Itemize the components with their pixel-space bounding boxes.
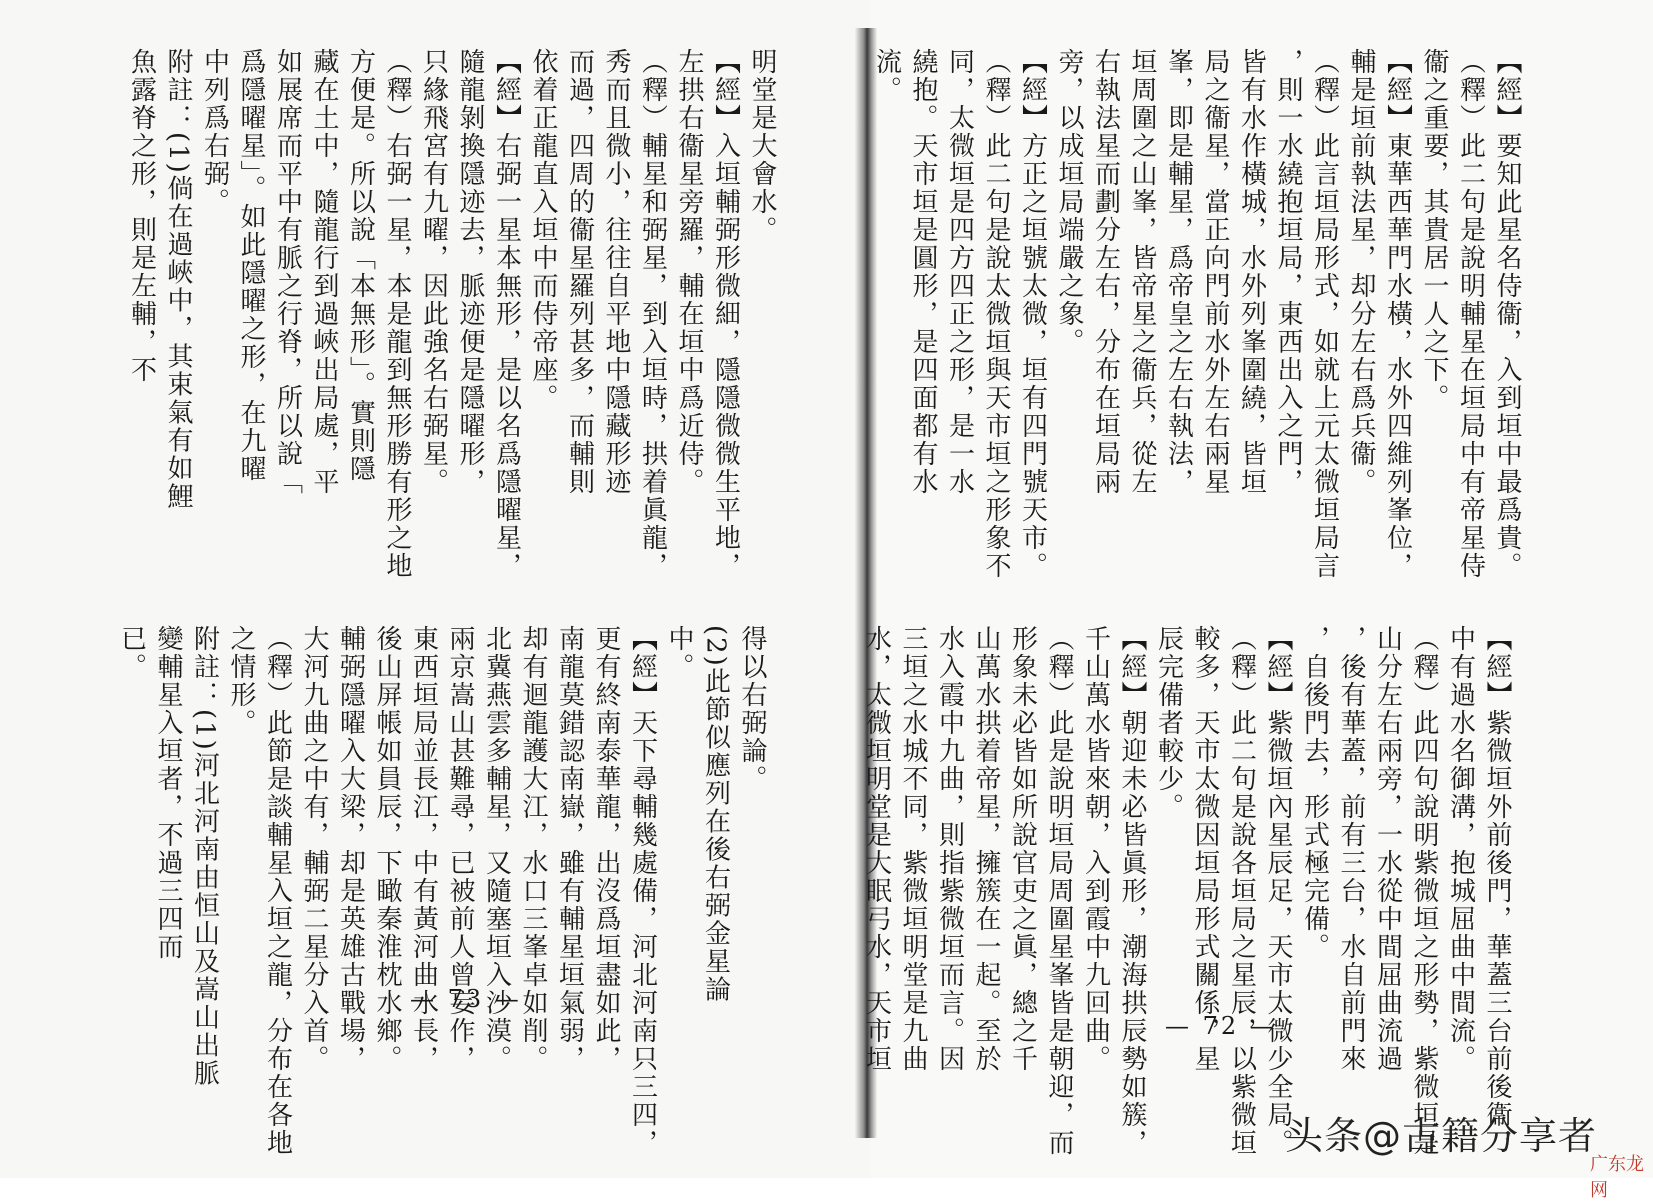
right-upper-column: 皆有水作橫城，水外列峯圍繞，皆垣 xyxy=(1236,48,1267,496)
left-upper-column: 依着正龍直入垣中而侍帝座。 xyxy=(528,48,558,412)
left-upper-column: 方便是。所以說「本無形」。實則隱 xyxy=(345,48,376,483)
left-lower-column: (2)此節似應列在後右弼金星論 xyxy=(700,625,731,1004)
right-lower-column: （釋）此二句是說各垣局之星辰，以紫微垣 xyxy=(1226,625,1257,1157)
left-lower-column: 附註：(1)河北河南由恒山及嵩山出脈 xyxy=(189,625,220,1088)
right-lower-column: 【經】紫微垣內星辰足，天市太微少全局。 xyxy=(1263,625,1293,1157)
left-lower-column: 已。 xyxy=(116,625,147,681)
right-lower-column: 水入霞中九曲，則指紫微垣而言。因 xyxy=(934,625,965,1073)
page-number-right: — 72 — xyxy=(1165,1012,1277,1040)
right-lower-column: 山分左右兩旁，一水從中間屈曲流過 xyxy=(1372,625,1403,1073)
left-lower-column: 【經】天下尋輔幾處備，河北河南只三四， xyxy=(627,625,658,1157)
left-upper-column: 魚露脊之形，則是左輔，不 xyxy=(126,48,157,384)
left-lower-column: 更有終南泰華龍，出沒爲垣盡如此， xyxy=(591,625,621,1073)
right-lower-column: 形象未必皆如所說官吏之眞，總之千 xyxy=(1007,625,1038,1073)
right-upper-column: （釋）此二句是說太微垣與天市垣之形象不 xyxy=(981,48,1011,580)
right-lower-column: 辰完備者較少。 xyxy=(1153,625,1184,821)
left-upper-column: 中列爲右弼。 xyxy=(199,48,230,216)
right-upper-column: 局之衞星，當正向門前水外左右兩星 xyxy=(1200,48,1230,496)
right-upper-column: 【經】方正之垣號太微，垣有四門號天市。 xyxy=(1017,48,1048,580)
left-upper-column: 藏在土中，隨龍行到過峽出局處，平 xyxy=(309,48,339,496)
right-lower-column: 水，太微垣明堂是大眠弓水，天市垣 xyxy=(861,625,892,1073)
left-lower-column: 變輔星入垣者，不過三四而 xyxy=(153,625,183,961)
right-upper-column: ，則一水繞抱垣局，東西出入之門， xyxy=(1273,48,1303,496)
right-lower-column: 千山萬水皆來朝，入到霞中九回曲。 xyxy=(1080,625,1111,1073)
right-lower-column: （釋）此四句說明紫微垣之形勢，紫微垣是 xyxy=(1409,625,1439,1157)
left-lower-column: 後山屏帳如員辰，下瞰秦淮枕水鄉。 xyxy=(372,625,402,1073)
left-lower-column: 大河九曲之中有，輔弼二星分入首。 xyxy=(299,625,329,1073)
page-number-left: — 73 — xyxy=(410,985,522,1013)
right-lower-column: （釋）此是說明垣局周圍星峯皆是朝迎，而 xyxy=(1044,625,1074,1157)
left-upper-column: 明堂是大會水。 xyxy=(747,48,777,244)
right-upper-column: （釋）此二句是說明輔星在垣局中有帝星侍 xyxy=(1455,48,1486,580)
watermark-text: 头条@古籍分享者 xyxy=(1285,1114,1598,1158)
left-upper-column: 而過，四周的衞星羅列甚多，而輔則 xyxy=(564,48,595,496)
left-lower-column: （釋）此節是談輔星入垣之龍，分布在各地 xyxy=(262,625,293,1157)
right-lower-column: ，自後門去，形式極完備。 xyxy=(1299,625,1330,961)
right-lower-column: 三垣之水城不同，紫微垣明堂是九曲 xyxy=(898,625,928,1073)
left-lower-column: 東西垣局並長江，中有黃河曲水長， xyxy=(408,625,439,1073)
corner-watermark: 广东龙网 xyxy=(1590,1154,1644,1201)
right-upper-column: 峯，即是輔星，爲帝皇之左右執法， xyxy=(1163,48,1194,496)
left-upper-column: 【經】右弼一星本無形，是以名爲隱曜星， xyxy=(491,48,522,580)
left-upper-column: （釋）輔星和弼星，到入垣時，拱着眞龍， xyxy=(637,48,668,580)
right-upper-column: 流。 xyxy=(871,48,902,104)
left-lower-column: 南龍莫錯認南嶽，雖有輔星垣氣弱， xyxy=(554,625,585,1073)
right-upper-column: 衞之重要，其貴居一人之下。 xyxy=(1419,48,1449,412)
right-lower-column: ，後有華蓋，前有三台，水自前門來 xyxy=(1336,625,1366,1073)
right-upper-column: 繞抱。天市垣是圓形，是四面都有水 xyxy=(908,48,938,496)
right-upper-column: 垣周圍之山峯，皆帝星之衞兵，從左 xyxy=(1127,48,1157,496)
right-upper-column: 【經】要知此星名侍衞，入到垣中最爲貴。 xyxy=(1492,48,1522,580)
left-upper-column: 只緣飛宮有九曜，因此強名右弼星。 xyxy=(418,48,449,496)
left-upper-column: 左拱右衞星旁羅，輔在垣中爲近侍。 xyxy=(674,48,704,496)
left-lower-column: 得以右弼論。 xyxy=(737,625,767,793)
right-upper-column: （釋）此言垣局形式，如就上元太微垣局言 xyxy=(1309,48,1340,580)
right-lower-column: 【經】紫微垣外前後門，華蓋三台前後衞， xyxy=(1482,625,1512,1157)
left-lower-column: 輔弼隱曜入大梁，却是英雄古戰場， xyxy=(335,625,366,1073)
left-upper-column: 爲隱曜星」。如此隱曜之形，在九曜 xyxy=(236,48,266,483)
left-upper-column: 秀而且微小，往往自平地中隱藏形迹 xyxy=(601,48,631,496)
left-upper-column: 附註：(1)倘在過峽中，其束氣有如鯉 xyxy=(163,48,193,511)
left-lower-column: 北冀燕雲多輔星，又隨塞垣入沙漠。 xyxy=(481,625,512,1073)
left-upper-column: （釋）右弼一星，本是龍到無形勝有形之地 xyxy=(382,48,412,580)
right-lower-column: 中有過水名御溝，抱城屈曲中間流。 xyxy=(1445,625,1476,1073)
left-lower-column: 之情形。 xyxy=(226,625,256,737)
right-upper-column: 旁，以成垣局端嚴之象。 xyxy=(1054,48,1084,356)
left-lower-column: 兩京嵩山甚難尋，已被前人曾妄作， xyxy=(445,625,475,1073)
right-lower-column: 山萬水拱着帝星，擁簇在一起。至於 xyxy=(971,625,1001,1073)
left-lower-column: 中。 xyxy=(664,625,694,681)
left-upper-column: 【經】入垣輔弼形微細，隱隱微微生平地， xyxy=(710,48,741,580)
right-upper-column: 右執法星而劃分左右，分布在垣局兩 xyxy=(1090,48,1121,496)
left-upper-column: 如展席而平中有脈之行脊，所以說「 xyxy=(272,48,303,496)
left-upper-column: 隨龍剝換隱迹去，脈迹便是隱曜形， xyxy=(455,48,485,496)
right-upper-column: 輔是垣前執法星，却分左右爲兵衞。 xyxy=(1346,48,1376,496)
right-lower-column: 【經】朝迎未必皆眞形，潮海拱辰勢如簇， xyxy=(1117,625,1147,1157)
right-lower-column: 較多，天市太微因垣局形式關係，星 xyxy=(1190,625,1220,1073)
right-upper-column: 同，太微垣是四方四正之形，是一水 xyxy=(944,48,975,496)
right-upper-column: 【經】東華西華門水橫，水外四維列峯位， xyxy=(1382,48,1413,580)
left-lower-column: 却有迴龍護大江，水口三峯卓如削。 xyxy=(518,625,548,1073)
